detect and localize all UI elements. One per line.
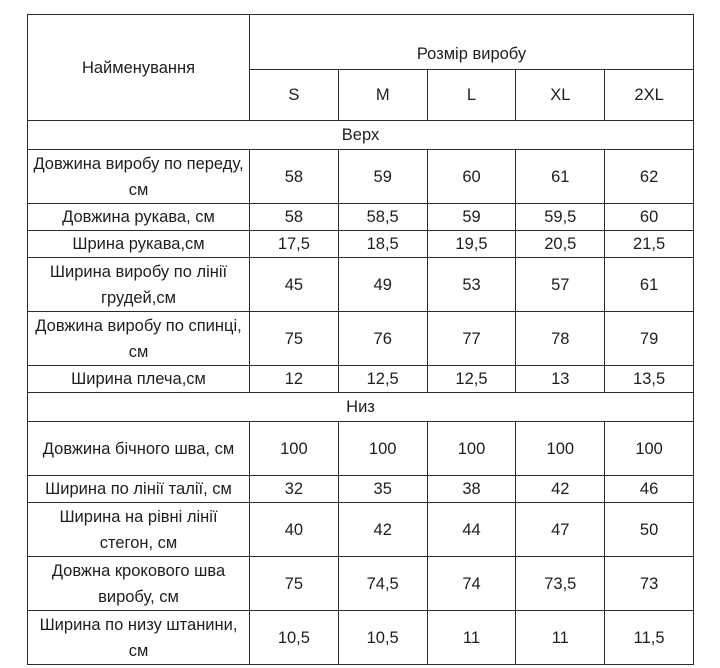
name-column-header: Найменування (28, 15, 250, 121)
cell-value: 47 (516, 503, 605, 557)
cell-value: 12,5 (427, 366, 516, 393)
table-row (28, 422, 694, 476)
row-label: Довжина бічного шва, см (28, 422, 250, 476)
row-label: Довжина виробу по спинці, см (28, 312, 250, 366)
cell-value: 50 (605, 503, 694, 557)
row-label: Довжина рукава, см (28, 204, 250, 231)
cell-value: 59 (338, 150, 427, 204)
size-header-m: M (338, 70, 427, 121)
row-label: Ширина по лінії талії, см (28, 476, 250, 503)
cell-value: 59 (427, 204, 516, 231)
cell-value: 61 (516, 150, 605, 204)
cell-value: 32 (250, 476, 339, 503)
section-title: Низ (28, 393, 694, 422)
cell-value: 79 (605, 312, 694, 366)
cell-value: 60 (427, 150, 516, 204)
cell-value: 59,5 (516, 204, 605, 231)
table-row (28, 611, 694, 665)
cell-value: 100 (250, 422, 339, 476)
cell-value: 10,5 (338, 611, 427, 665)
cell-value: 75 (250, 312, 339, 366)
cell-value: 49 (338, 258, 427, 312)
cell-value: 18,5 (338, 231, 427, 258)
cell-value: 60 (605, 204, 694, 231)
cell-value: 100 (605, 422, 694, 476)
cell-value: 42 (516, 476, 605, 503)
cell-value: 12,5 (338, 366, 427, 393)
size-group-header: Розмір виробу (250, 15, 694, 70)
cell-value: 46 (605, 476, 694, 503)
cell-value: 100 (427, 422, 516, 476)
table-row (28, 204, 694, 231)
cell-value: 53 (427, 258, 516, 312)
table-row (28, 150, 694, 204)
cell-value: 76 (338, 312, 427, 366)
table-row (28, 503, 694, 557)
section-row-top (28, 121, 694, 150)
cell-value: 42 (338, 503, 427, 557)
cell-value: 62 (605, 150, 694, 204)
cell-value: 75 (250, 557, 339, 611)
cell-value: 78 (516, 312, 605, 366)
row-label: Довжина виробу по переду, см (28, 150, 250, 204)
size-header-l: L (427, 70, 516, 121)
size-header-s: S (250, 70, 339, 121)
cell-value: 100 (338, 422, 427, 476)
table-row (28, 258, 694, 312)
cell-value: 35 (338, 476, 427, 503)
cell-value: 10,5 (250, 611, 339, 665)
cell-value: 100 (516, 422, 605, 476)
cell-value: 73 (605, 557, 694, 611)
row-label: Ширина по низу штанини, см (28, 611, 250, 665)
row-label: Шрина рукава,см (28, 231, 250, 258)
cell-value: 58 (250, 204, 339, 231)
cell-value: 77 (427, 312, 516, 366)
cell-value: 74 (427, 557, 516, 611)
size-header-xl: XL (516, 70, 605, 121)
table-row (28, 476, 694, 503)
table-row (28, 366, 694, 393)
size-header-2xl: 2XL (605, 70, 694, 121)
row-label: Ширина виробу по лінії грудей,см (28, 258, 250, 312)
cell-value: 19,5 (427, 231, 516, 258)
cell-value: 12 (250, 366, 339, 393)
cell-value: 58,5 (338, 204, 427, 231)
table-row (28, 231, 694, 258)
cell-value: 21,5 (605, 231, 694, 258)
table-row (28, 312, 694, 366)
row-label: Ширина плеча,см (28, 366, 250, 393)
cell-value: 40 (250, 503, 339, 557)
size-chart-table (27, 14, 694, 665)
section-title: Верх (28, 121, 694, 150)
cell-value: 11 (516, 611, 605, 665)
cell-value: 20,5 (516, 231, 605, 258)
table-row (28, 557, 694, 611)
cell-value: 74,5 (338, 557, 427, 611)
cell-value: 45 (250, 258, 339, 312)
section-row-bottom (28, 393, 694, 422)
cell-value: 57 (516, 258, 605, 312)
cell-value: 73,5 (516, 557, 605, 611)
cell-value: 44 (427, 503, 516, 557)
row-label: Довжна крокового шва виробу, см (28, 557, 250, 611)
cell-value: 13 (516, 366, 605, 393)
cell-value: 17,5 (250, 231, 339, 258)
cell-value: 38 (427, 476, 516, 503)
cell-value: 58 (250, 150, 339, 204)
row-label: Ширина на рівні лінії стегон, см (28, 503, 250, 557)
cell-value: 13,5 (605, 366, 694, 393)
cell-value: 61 (605, 258, 694, 312)
cell-value: 11,5 (605, 611, 694, 665)
cell-value: 11 (427, 611, 516, 665)
